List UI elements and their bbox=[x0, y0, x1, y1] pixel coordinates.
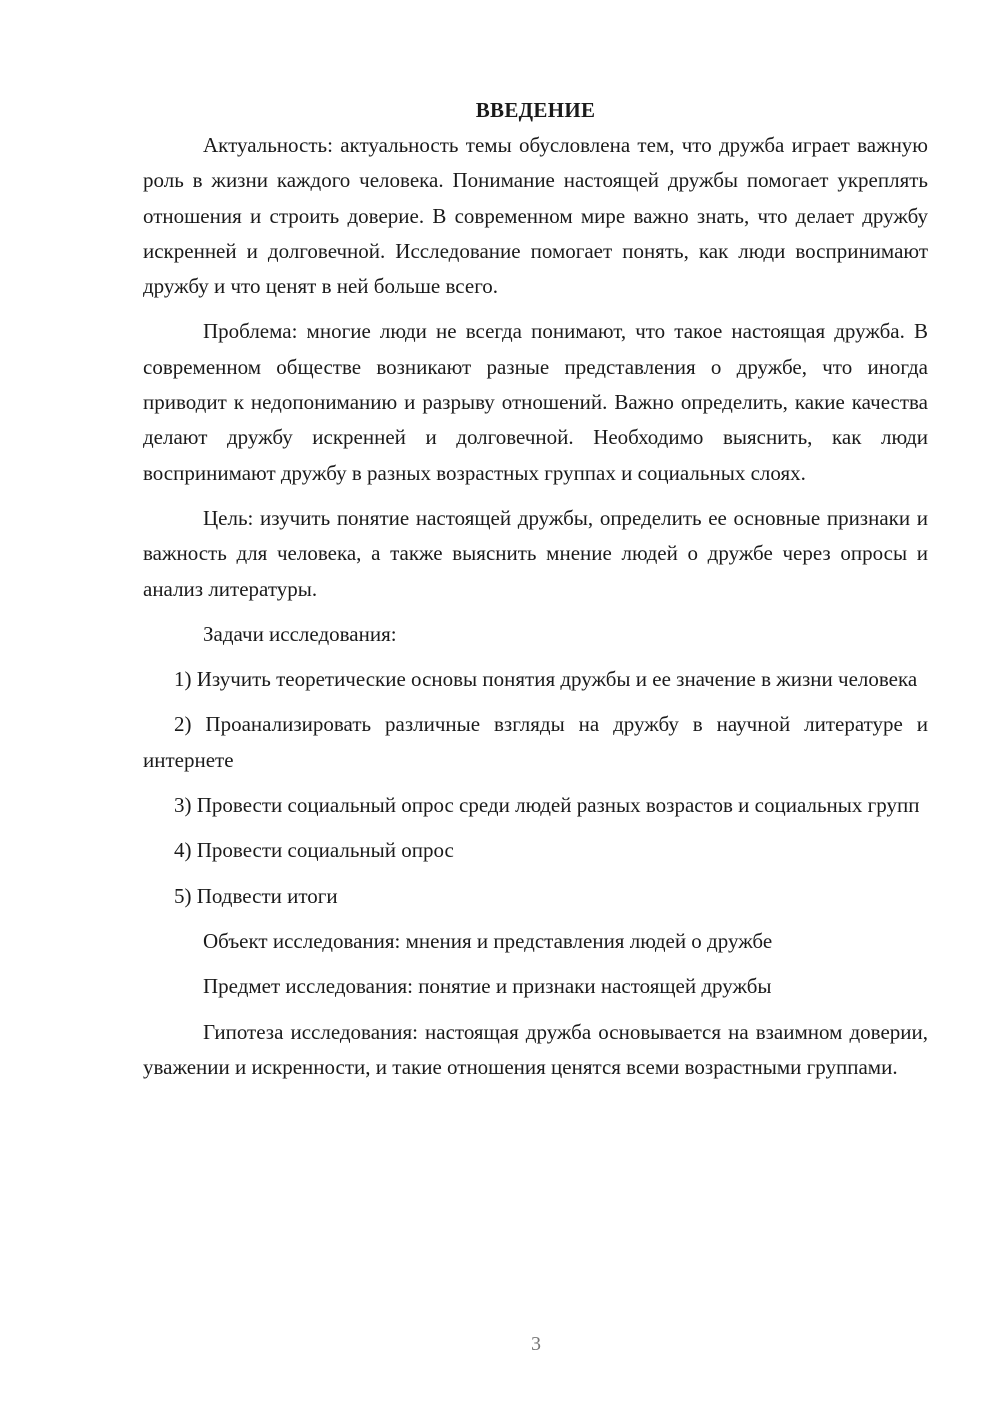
goal-paragraph: Цель: изучить понятие настоящей дружбы, определить ее основные признаки и важность для человека, а также выяснить мнение людей о дружбе через опросы и анализ литературы. bbox=[143, 505, 928, 601]
task-item-1: 1) Изучить теоретические основы понятия дружбы и ее значение в жизни человека bbox=[174, 667, 918, 692]
problem-paragraph: Проблема: многие люди не всегда понимают, что такое настоящая дружба. В современном обществе возникают разные представления о дружбе, что иногда приводит к недопониманию и разрыву отношений. Важно определить, какие качества делают дружбу искренней и долговечной. Необходимо выяснить, как люди воспринимают дружбу в разных возрастных группах и социальных слоях. bbox=[143, 319, 928, 485]
task-item-2: 2) Проанализировать различные взгляды на дружбу в научной литературе и интернете bbox=[143, 712, 928, 772]
task-item-4: 4) Провести социальный опрос bbox=[174, 838, 454, 863]
research-hypothesis: Гипотеза исследования: настоящая дружба основывается на взаимном доверии, уважении и искренности, и такие отношения ценятся всеми возрастными группами. bbox=[143, 1019, 928, 1079]
research-object: Объект исследования: мнения и представления людей о дружбе bbox=[203, 928, 773, 953]
task-item-5: 5) Подвести итоги bbox=[174, 883, 338, 908]
research-subject: Предмет исследования: понятие и признаки настоящей дружбы bbox=[203, 974, 772, 999]
section-heading: ВВЕДЕНИЕ bbox=[475, 98, 596, 122]
page-number: 3 bbox=[531, 1333, 541, 1355]
task-item-3: 3) Провести социальный опрос среди людей разных возрастов и социальных групп bbox=[174, 793, 920, 818]
page-content bbox=[143, 92, 928, 1095]
relevance-paragraph: Актуальность: актуальность темы обусловлена тем, что дружба играет важную роль в жизни каждого человека. Понимание настоящей дружбы помогает укреплять отношения и строить доверие. В современном мире важно знать, что делает дружбу искренней и долговечной. Исследование помогает понять, как люди воспринимают дружбу и что ценят в ней больше всего. bbox=[143, 133, 928, 299]
tasks-title: Задачи исследования: bbox=[203, 621, 397, 646]
